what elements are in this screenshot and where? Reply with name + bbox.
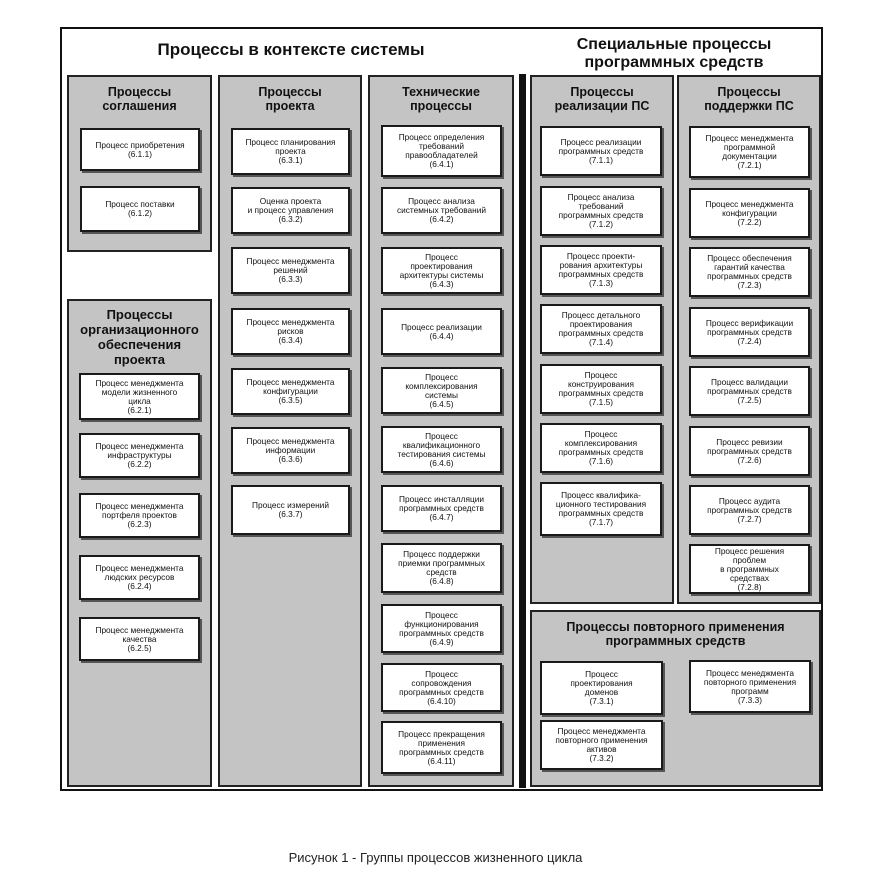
process-box: Процесс квалифика- ционного тестирования программных средств (7.1.7)	[540, 482, 662, 536]
process-box: Процесс менеджмента портфеля проектов (6.2.3)	[79, 493, 200, 538]
process-box: Процесс валидации программных средств (7.2.5)	[689, 366, 810, 416]
group-org-title: Процессы организационного обеспечения проекта	[80, 307, 199, 367]
group-reuse-title: Процессы повторного применения программных средств	[566, 620, 785, 648]
process-box: Процесс проектирования архитектуры системы (6.4.3)	[381, 247, 502, 294]
process-box: Процесс измерений (6.3.7)	[231, 485, 350, 535]
process-box: Процесс менеджмента инфраструктуры (6.2.2)	[79, 433, 200, 478]
process-box: Процесс проектирования доменов (7.3.1)	[540, 661, 663, 715]
process-box: Процесс конструирования программных средств (7.1.5)	[540, 364, 662, 414]
section-divider	[519, 74, 526, 788]
header-special: Специальные процессы программных средств	[576, 36, 772, 71]
group-agreement	[67, 75, 212, 252]
process-box: Процесс комплексирования программных средств (7.1.6)	[540, 423, 662, 473]
process-box: Процесс прекращения применения программных средств (6.4.11)	[381, 721, 502, 774]
process-box: Процесс реализации программных средств (7.1.1)	[540, 126, 662, 176]
process-box: Процесс поддержки приемки программных средств (6.4.8)	[381, 543, 502, 593]
header-context: Процессы в контексте системы	[157, 40, 425, 59]
process-box: Процесс анализа системных требований (6.4.2)	[381, 187, 502, 234]
process-box: Процесс поставки (6.1.2)	[80, 186, 200, 232]
process-box: Процесс менеджмента решений (6.3.3)	[231, 247, 350, 294]
process-box: Процесс приобретения (6.1.1)	[80, 128, 200, 171]
process-box: Процесс менеджмента программной документации (7.2.1)	[689, 126, 810, 178]
process-box: Процесс менеджмента конфигурации (6.3.5)	[231, 368, 350, 415]
process-box: Процесс планирования проекта (6.3.1)	[231, 128, 350, 175]
process-box: Процесс менеджмента модели жизненного цикла (6.2.1)	[79, 373, 200, 420]
group-reuse	[530, 610, 821, 787]
group-project	[218, 75, 362, 787]
process-box: Процесс детального проектирования программных средств (7.1.4)	[540, 304, 662, 354]
process-box: Процесс ревизии программных средств (7.2.6)	[689, 426, 810, 476]
group-org	[67, 299, 212, 787]
process-box: Процесс проекти- рования архитектуры программных средств (7.1.3)	[540, 245, 662, 295]
process-box: Процесс верификации программных средств (7.2.4)	[689, 307, 810, 357]
process-box: Оценка проекта и процесс управления (6.3.2)	[231, 187, 350, 234]
process-box: Процесс менеджмента качества (6.2.5)	[79, 617, 200, 661]
process-box: Процесс аудита программных средств (7.2.7)	[689, 485, 810, 535]
process-box: Процесс менеджмента повторного применения программ (7.3.3)	[689, 660, 811, 713]
process-box: Процесс менеджмента людских ресурсов (6.2.4)	[79, 555, 200, 600]
process-box: Процесс функционирования программных средств (6.4.9)	[381, 604, 502, 653]
process-box: Процесс менеджмента информации (6.3.6)	[231, 427, 350, 474]
process-box: Процесс сопровождения программных средств (6.4.10)	[381, 663, 502, 712]
process-box: Процесс комплексирования системы (6.4.5)	[381, 367, 502, 414]
group-implementation-title: Процессы реализации ПС	[554, 85, 650, 113]
group-implementation	[530, 75, 674, 604]
process-box: Процесс анализа требований программных средств (7.1.2)	[540, 186, 662, 236]
process-box: Процесс решения проблем в программных средствах (7.2.8)	[689, 544, 810, 594]
process-box: Процесс менеджмента повторного применения активов (7.3.2)	[540, 720, 663, 770]
group-technical	[368, 75, 514, 787]
process-box: Процесс определения требований правообладателей (6.4.1)	[381, 125, 502, 177]
process-box: Процесс квалификационного тестирования системы (6.4.6)	[381, 426, 502, 473]
figure-caption: Рисунок 1 - Группы процессов жизненного цикла	[288, 850, 583, 865]
group-agreement-title: Процессы соглашения	[102, 85, 177, 113]
process-box: Процесс обеспечения гарантий качества программных средств (7.2.3)	[689, 247, 810, 297]
group-support	[677, 75, 821, 604]
group-support-title: Процессы поддержки ПС	[704, 85, 794, 113]
process-box: Процесс менеджмента рисков (6.3.4)	[231, 308, 350, 355]
group-project-title: Процессы проекта	[258, 85, 322, 113]
group-technical-title: Технические процессы	[402, 85, 480, 113]
process-box: Процесс реализации (6.4.4)	[381, 308, 502, 355]
process-box: Процесс менеджмента конфигурации (7.2.2)	[689, 188, 810, 238]
process-box: Процесс инсталляции программных средств (6.4.7)	[381, 485, 502, 532]
